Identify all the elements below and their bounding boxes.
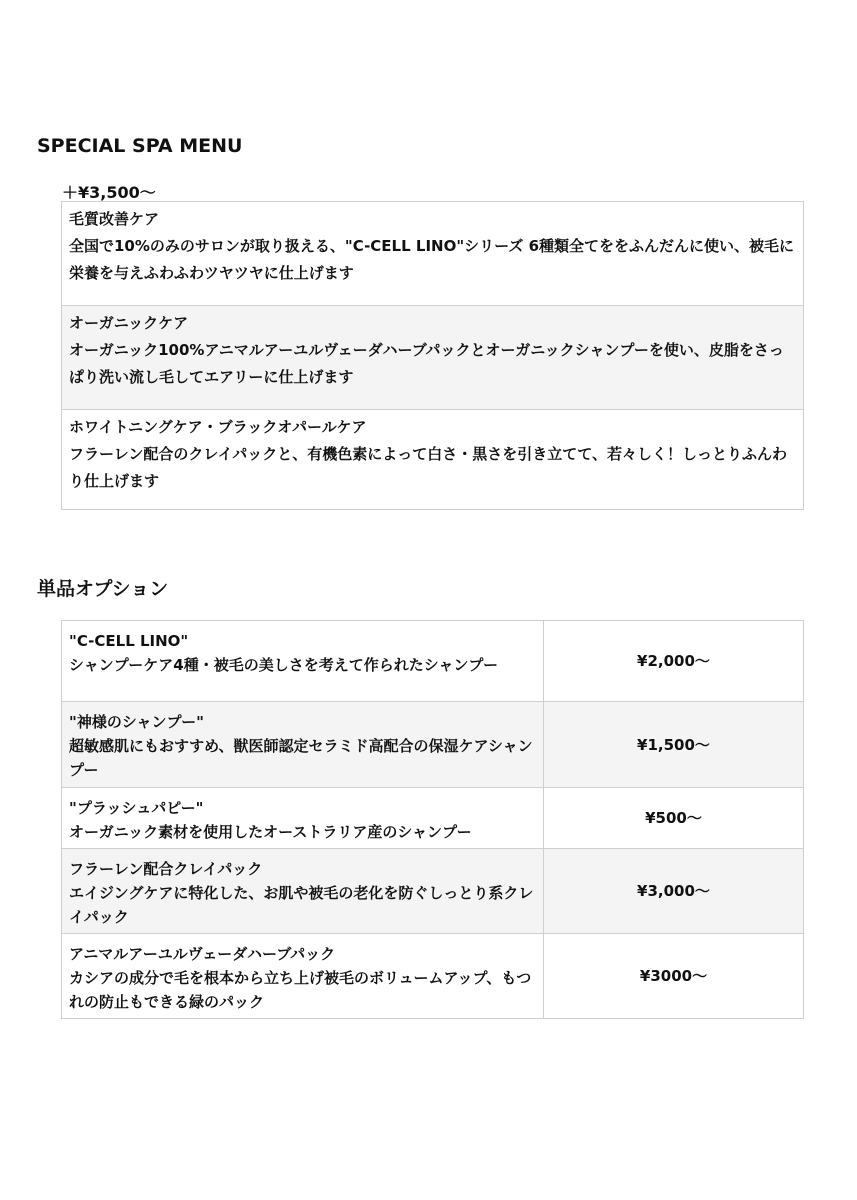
special-spa-price: ＋¥3,500〜 bbox=[62, 183, 156, 202]
spa-row bbox=[62, 202, 804, 306]
option-name-cell bbox=[62, 934, 544, 1019]
option-row bbox=[62, 934, 804, 1019]
option-price: ¥1,500〜 bbox=[544, 702, 804, 788]
spa-item-description: フラーレン配合のクレイパックと、有機色素によって白さ・黒さを引き立てて、若々しく！しっとりふんわり仕上げます bbox=[69, 445, 787, 490]
options-table bbox=[61, 620, 804, 1019]
option-description: エイジングケアに特化した、お肌や被毛の老化を防ぐしっとり系クレイパック bbox=[69, 884, 534, 926]
spa-row bbox=[62, 306, 804, 410]
spa-item-description: 全国で10%のみのサロンが取り扱える、"C-CELL LINO"シリーズ 6種類全てををふんだんに使い、被毛に栄養を与えふわふわツヤツヤに仕上げます bbox=[69, 237, 795, 282]
option-description: オーガニック素材を使用したオーストラリア産のシャンプー bbox=[69, 823, 472, 841]
option-name: "プラッシュパピー" bbox=[69, 799, 204, 817]
spa-item-name: ホワイトニングケア・ブラックオパールケア bbox=[69, 418, 367, 436]
spa-cell bbox=[62, 410, 804, 510]
option-name-cell bbox=[62, 788, 544, 849]
option-description: カシアの成分で毛を根本から立ち上げ被毛のボリュームアップ、もつれの防止もできる緑のパック bbox=[69, 969, 532, 1011]
option-row bbox=[62, 849, 804, 934]
option-name-cell bbox=[62, 849, 544, 934]
option-name-cell bbox=[62, 621, 544, 702]
option-price: ¥3,000〜 bbox=[544, 849, 804, 934]
option-name: アニマルアーユルヴェーダハーブパック bbox=[69, 945, 336, 963]
option-name-cell bbox=[62, 702, 544, 788]
option-row bbox=[62, 621, 804, 702]
spa-row bbox=[62, 410, 804, 510]
spa-item-name: 毛質改善ケア bbox=[69, 210, 160, 228]
option-description: シャンプーケア4種・被毛の美しさを考えて作られたシャンプー bbox=[69, 656, 498, 674]
options-title: 単品オプション bbox=[37, 578, 169, 600]
option-price: ¥3000〜 bbox=[544, 934, 804, 1019]
option-price: ¥500〜 bbox=[544, 788, 804, 849]
option-row bbox=[62, 788, 804, 849]
spa-cell bbox=[62, 306, 804, 410]
spa-cell bbox=[62, 202, 804, 306]
spa-item-name: オーガニックケア bbox=[69, 314, 189, 332]
option-row bbox=[62, 702, 804, 788]
option-price: ¥2,000〜 bbox=[544, 621, 804, 702]
special-spa-title: SPECIAL SPA MENU bbox=[37, 135, 243, 157]
option-name: フラーレン配合クレイパック bbox=[69, 860, 263, 878]
spa-item-description: オーガニック100%アニマルアーユルヴェーダハーブパックとオーガニックシャンプーを使い、皮脂をさっぱり洗い流し毛してエアリーに仕上げます bbox=[69, 341, 784, 386]
option-name: "C-CELL LINO" bbox=[69, 632, 189, 650]
option-description: 超敏感肌にもおすすめ、獣医師認定セラミド高配合の保湿ケアシャンプー bbox=[69, 737, 533, 779]
special-spa-table bbox=[61, 201, 804, 510]
option-name: "神様のシャンプー" bbox=[69, 713, 204, 731]
